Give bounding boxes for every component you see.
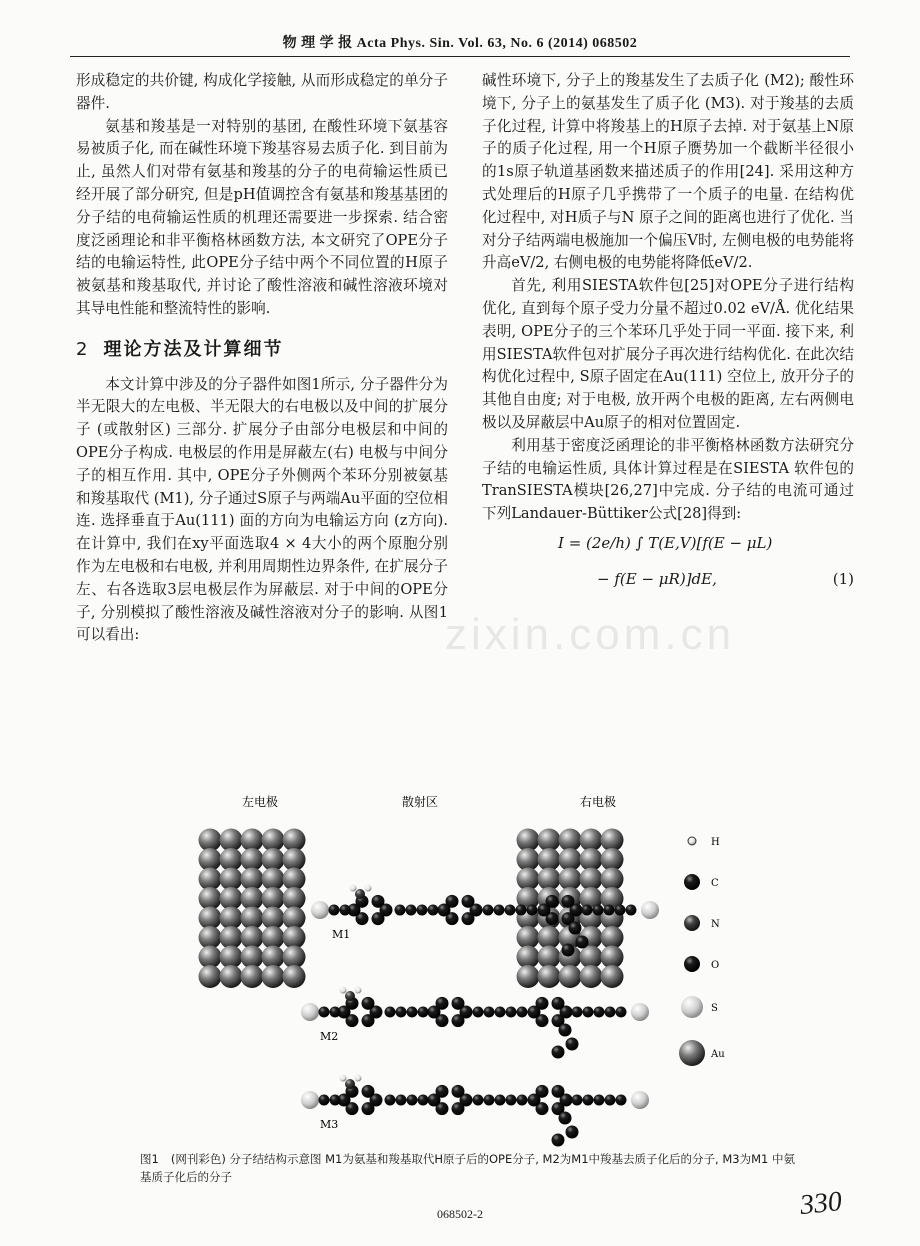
header-rule [70, 56, 850, 57]
label-right-electrode: 右电极 [580, 795, 617, 809]
molecule-m2-carbon-atom [436, 997, 449, 1010]
right-electrode-atom [559, 965, 582, 988]
molecule-m2-carbon-atom [330, 1007, 341, 1018]
molecule-m3-carbon-atom [473, 1095, 484, 1106]
handwritten-note: 330 [798, 1185, 844, 1222]
molecule-m3-carbon-atom [319, 1095, 330, 1106]
left-electrode-atom [283, 965, 306, 988]
molecule-m2-nitrogen-atom [345, 991, 355, 1001]
running-header: 物 理 学 报 Acta Phys. Sin. Vol. 63, No. 6 (2014) 068502 [282, 36, 638, 51]
legend [679, 837, 725, 1066]
molecule-m1-carbon-atom [340, 905, 351, 916]
molecule-m3-carbon-atom [506, 1095, 517, 1106]
molecule-m1-hydrogen-atom [365, 885, 372, 892]
section-number: 2 [76, 338, 90, 360]
molecule-m2-oxygen-atom [566, 1038, 579, 1051]
molecule-m2-hydrogen-atom [340, 987, 347, 994]
molecule-m1-carbon-atom [395, 905, 406, 916]
molecule-m2-carbon-atom [583, 1007, 594, 1018]
equation-1 [482, 526, 854, 600]
section-heading [76, 339, 448, 362]
molecule-m2-oxygen-atom [559, 1024, 572, 1037]
molecule-m1-hydrogen-atom [350, 885, 357, 892]
molecule-m3-hydrogen-atom [340, 1075, 347, 1082]
left-paragraph-1: 形成稳定的共价键, 构成化学接触, 从而形成稳定的单分子器件. [76, 72, 448, 112]
legend-o: O [711, 960, 720, 971]
molecule-m3-carbon-atom [385, 1095, 396, 1106]
right-electrode-atom [601, 965, 624, 988]
legend-h: H [711, 837, 720, 848]
left-electrode-atom [262, 965, 285, 988]
molecule-m3-carbon-atom [572, 1095, 583, 1106]
molecule-m1-carbon-atom [406, 905, 417, 916]
label-m2: M2 [320, 1030, 339, 1043]
molecule-m1-carbon-atom [546, 895, 559, 908]
molecule-m3-carbon-atom [552, 1085, 565, 1098]
legend-c: C [711, 878, 719, 889]
molecule-m3-hydrogen-atom [355, 1075, 362, 1082]
label-left-electrode: 左电极 [242, 795, 279, 809]
molecule-m1-carbon-atom [562, 895, 575, 908]
molecule-m3-carbon-atom [583, 1095, 594, 1106]
figure-1 [180, 790, 780, 1150]
equation-number: (1) [832, 569, 854, 588]
molecule-m1-carbon-atom [615, 905, 626, 916]
left-electrode-atom [199, 965, 222, 988]
molecule-m1-carbon-atom [428, 905, 439, 916]
left-column [76, 70, 448, 647]
molecule-m2-carbon-atom [605, 1007, 616, 1018]
page-number: 068502-2 [437, 1207, 483, 1221]
section-title: 理论方法及计算细节 [103, 338, 284, 360]
molecule-m3-carbon-atom [536, 1085, 549, 1098]
molecule-m1-carbon-atom [527, 905, 538, 916]
molecule-m3-carbon-atom [407, 1095, 418, 1106]
legend-n-icon [684, 915, 700, 931]
molecule-m3-carbon-atom [594, 1095, 605, 1106]
caption-text: (网刊彩色) 分子结结构示意图 M1为氨基和羧基取代H原子后的OPE分子, M2为M1中羧基去质子化后的分子, M3为M1 中氨基质子化后的分子 [140, 1152, 795, 1184]
molecule-m1-carbon-atom [593, 905, 604, 916]
molecule-m2-carbon-atom [362, 997, 375, 1010]
molecule-m3-carbon-atom [362, 1102, 375, 1115]
legend-h-icon [688, 837, 696, 845]
equation-line-1: I = (2e/h) ∫ T(E,V)[f(E − μL) [558, 533, 773, 552]
molecule-m1-carbon-atom [494, 905, 505, 916]
molecule-m2 [301, 987, 649, 1059]
molecule-m1-carbon-atom [483, 905, 494, 916]
label-scattering-region: 散射区 [402, 795, 439, 809]
left-electrode-atom [220, 965, 243, 988]
molecule-m3-carbon-atom [396, 1095, 407, 1106]
left-paragraph-2: 氨基和羧基是一对特别的基团, 在酸性环境下氨基容易被质子化, 而在碱性环境下羧基容易去质子化. 到目前为止, 虽然人们对带有氨基和羧基的分子的电荷输运性质已经开展了部分研究, 但是pH值调控含有氨基和羧基基团的分子结的电荷输运性质的机理还需要进一步探索. 结合密度泛函理论和非平衡格林函数方法, 本文研究了OPE分子结的电输运特性, 此OPE分子结中两个不同位置的H原子被氨基和羧基取代, 并讨论了酸性溶液和碱性溶液环境对其导电性能和整流特性的影响. [76, 117, 448, 317]
molecule-m2-carbon-atom [385, 1007, 396, 1018]
molecule-m3-carbon-atom [452, 1102, 465, 1115]
molecule-m3-sulfur-atom [631, 1091, 649, 1109]
molecule-m2-carbon-atom [452, 1014, 465, 1027]
label-m3: M3 [320, 1118, 339, 1131]
right-column [482, 70, 854, 600]
molecule-m2-carbon-atom [506, 1007, 517, 1018]
molecule-m3-carbon-atom [495, 1095, 506, 1106]
molecule-m2-hydrogen-atom [355, 987, 362, 994]
legend-au: Au [711, 1049, 725, 1060]
molecule-m2-carbon-atom [536, 997, 549, 1010]
molecule-m3-carbon-atom [362, 1085, 375, 1098]
equation-line-2: − f(E − μR)]dE, [597, 569, 717, 588]
molecule-m2-carbon-atom [517, 1007, 528, 1018]
molecule-m1-sulfur-atom [641, 901, 659, 919]
legend-n: N [711, 919, 720, 930]
left-electrode-atom [241, 965, 264, 988]
right-paragraph-3: 利用基于密度泛函理论的非平衡格林函数方法研究分子结的电输运性质, 具体计算过程是在SIESTA 软件包的TranSIESTA模块[26,27]中完成. 分子结的电流可通过下列Landauer-Büttiker公式[28]得到: [482, 436, 854, 523]
molecule-m1-nitrogen-atom [355, 889, 365, 899]
molecule-m2-carbon-atom [572, 1007, 583, 1018]
molecule-m2-carbon-atom [452, 997, 465, 1010]
molecule-m1-carbon-atom [329, 905, 340, 916]
molecule-m2-carbon-atom [495, 1007, 506, 1018]
molecule-m3-nitrogen-atom [345, 1079, 355, 1089]
legend-s: S [711, 1003, 718, 1014]
molecule-m2-carbon-atom [616, 1007, 627, 1018]
legend-s-icon [681, 996, 703, 1018]
right-electrode-atom [538, 965, 561, 988]
molecule-m2-carbon-atom [484, 1007, 495, 1018]
molecule-m3 [301, 1075, 649, 1147]
label-m1: M1 [332, 928, 351, 941]
molecule-m1-carbon-atom [582, 905, 593, 916]
left-electrode [199, 829, 306, 989]
molecule-m3-carbon-atom [517, 1095, 528, 1106]
legend-c-icon [684, 874, 700, 890]
molecule-m1-carbon-atom [372, 912, 385, 925]
molecule-m3-oxygen-atom [552, 1134, 565, 1147]
molecule-m2-sulfur-atom [631, 1003, 649, 1021]
molecule-m1-carbon-atom [462, 895, 475, 908]
left-paragraph-3: 本文计算中涉及的分子器件如图1所示, 分子器件分为半无限大的左电极、半无限大的右电极以及中间的扩展分子 (或散射区) 三部分. 扩展分子由部分电极层和中间的OPE分子构成. 电极层的作用是屏蔽左(右) 电极与中间分子的相互作用. 其中, OPE分子外侧两个苯环分别被氨基和羧基取代 (M1), 分子通过S原子与两端Au平面的空位相连. 选择垂直于Au(111) 面的方向为电输运方向 (z方向). 在计算中, 我们在xy平面选取4 × 4大小的两个原胞分别作为左电极和右电极, 并利用周期性边界条件, 在扩展分子左、右各选取3层电极层作为屏蔽层. 对于中间的OPE分子, 分别模拟了酸性溶液及碱性溶液对分子的影响. 从图1可以看出: [76, 375, 448, 644]
molecule-m2-carbon-atom [319, 1007, 330, 1018]
right-electrode-atom [580, 965, 603, 988]
molecule-m2-oxygen-atom [552, 1046, 565, 1059]
molecule-m1-carbon-atom [604, 905, 615, 916]
molecule-m3-carbon-atom [452, 1085, 465, 1098]
molecule-m2-carbon-atom [594, 1007, 605, 1018]
right-paragraph-2: 首先, 利用SIESTA软件包[25]对OPE分子进行结构优化, 直到每个原子受力分量不超过0.02 eV/Å. 优化结果表明, OPE分子的三个苯环几乎处于同一平面. 接下来, 利用SIESTA软件包对扩展分子再次进行结构优化. 在此次结构优化过程中, S原子固定在Au(111) 空位上, 放开分子的其他自由度; 对于电极, 放开两个电极的距离, 左右两侧电极以及屏蔽层中Au原子的相对位置固定. [482, 277, 854, 431]
molecule-m1-carbon-atom [626, 905, 637, 916]
molecule-m3-sulfur-atom [301, 1091, 319, 1109]
molecule-m2-carbon-atom [552, 997, 565, 1010]
molecule-m1-carbon-atom [462, 912, 475, 925]
molecule-m1-oxygen-atom [562, 944, 575, 957]
molecule-m2-carbon-atom [418, 1007, 429, 1018]
molecule-m3-oxygen-atom [559, 1112, 572, 1125]
molecule-m1-carbon-atom [505, 905, 516, 916]
figure-caption [140, 1150, 800, 1186]
molecule-m1-carbon-atom [372, 895, 385, 908]
molecule-m2-carbon-atom [407, 1007, 418, 1018]
molecule-m1-carbon-atom [417, 905, 428, 916]
legend-au-icon [679, 1040, 705, 1066]
molecule-m1-carbon-atom [516, 905, 527, 916]
molecule-m3-carbon-atom [616, 1095, 627, 1106]
molecule-m2-carbon-atom [362, 1014, 375, 1027]
molecule-m1-oxygen-atom [576, 936, 589, 949]
molecule-m1-carbon-atom [446, 895, 459, 908]
molecule-m3-carbon-atom [605, 1095, 616, 1106]
right-paragraph-1: 碱性环境下, 分子上的羧基发生了去质子化 (M2); 酸性环境下, 分子上的氨基发生了质子化 (M3). 对于羧基的去质子化过程, 计算中将羧基上的H原子去掉. 对于氨基上N原子的质子化过程, 用一个H原子赝势加一个截断半径很小的1s原子轨道基函数来描述质子的作用[24]. 采用这种方式处理后的H原子几乎携带了一个质子的电量. 在结构优化过程中, 对H质子与N 原子之间的距离也进行了优化. 当对分子结两端电极施加一个偏压V时, 左侧电极的电势能将升高eV/2, 右侧电极的电势能将降低eV/2. [482, 72, 854, 272]
molecule-m3-carbon-atom [330, 1095, 341, 1106]
molecule-m2-carbon-atom [473, 1007, 484, 1018]
right-electrode-atom [517, 965, 540, 988]
molecule-m2-carbon-atom [396, 1007, 407, 1018]
watermark: zixin.com.cn [445, 610, 736, 659]
caption-label: 图1 [140, 1152, 159, 1166]
molecule-m2-sulfur-atom [301, 1003, 319, 1021]
molecule-m3-carbon-atom [484, 1095, 495, 1106]
molecule-m1-sulfur-atom [311, 901, 329, 919]
molecule-m3-carbon-atom [418, 1095, 429, 1106]
molecule-m1-oxygen-atom [569, 922, 582, 935]
legend-o-icon [684, 956, 700, 972]
molecule-m3-carbon-atom [436, 1085, 449, 1098]
molecule-m3-oxygen-atom [566, 1126, 579, 1139]
